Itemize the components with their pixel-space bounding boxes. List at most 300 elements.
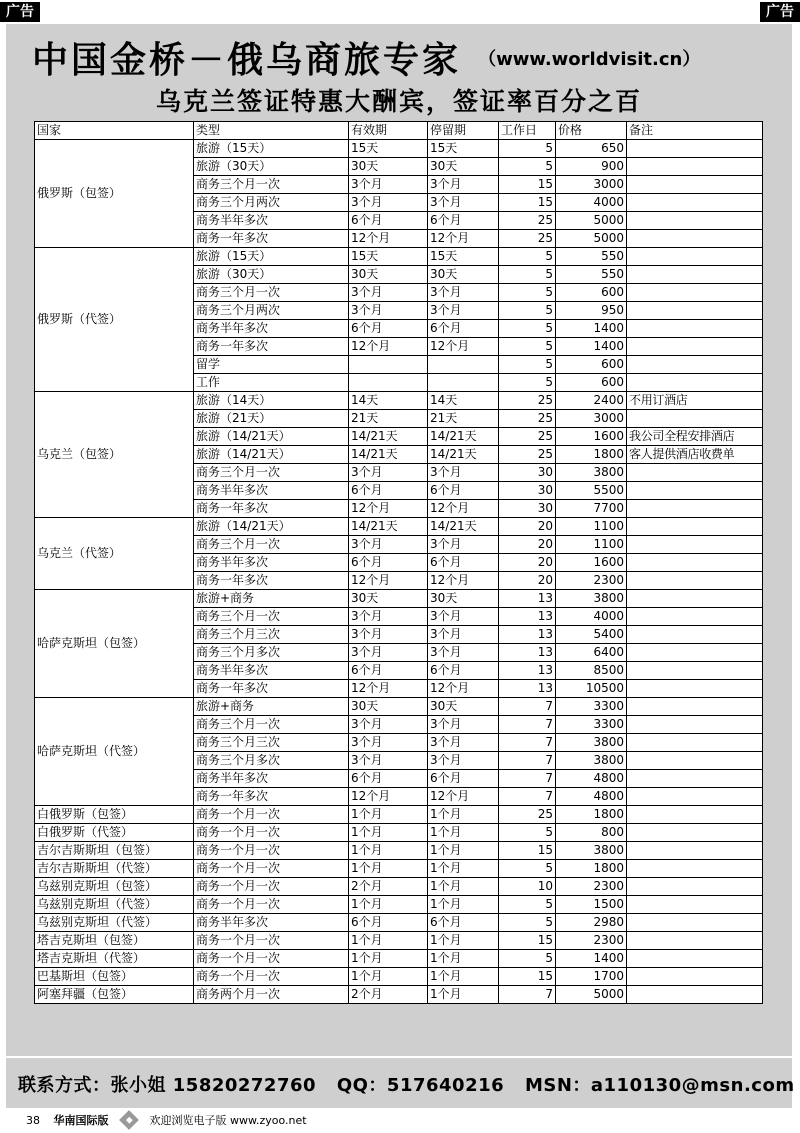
table-cell: 14/21天 [428, 518, 499, 536]
table-cell: 3300 [556, 698, 627, 716]
table-cell: 5 [499, 896, 556, 914]
table-cell: 1个月 [428, 806, 499, 824]
table-cell: 商务半年多次 [194, 770, 349, 788]
table-cell [627, 554, 763, 572]
country-cell: 乌兹别克斯坦（代签） [35, 896, 194, 914]
table-cell: 3个月 [349, 626, 428, 644]
table-cell: 3个月 [349, 464, 428, 482]
table-cell: 1个月 [428, 896, 499, 914]
country-cell: 俄罗斯（包签） [35, 140, 194, 248]
table-cell: 5400 [556, 626, 627, 644]
table-cell: 商务三个月三次 [194, 734, 349, 752]
table-cell: 7 [499, 986, 556, 1004]
table-cell: 1400 [556, 338, 627, 356]
table-cell: 3个月 [349, 716, 428, 734]
table-cell [627, 284, 763, 302]
table-cell: 1800 [556, 806, 627, 824]
table-cell [627, 248, 763, 266]
table-cell: 商务两个月一次 [194, 986, 349, 1004]
table-cell: 1个月 [349, 824, 428, 842]
table-cell [627, 212, 763, 230]
country-cell: 白俄罗斯（代签） [35, 824, 194, 842]
contact-bar [6, 1058, 795, 1108]
page-footer [26, 1112, 317, 1128]
table-row [35, 914, 763, 932]
table-cell: 30天 [349, 698, 428, 716]
table-cell [627, 680, 763, 698]
table-cell [627, 464, 763, 482]
table-cell: 550 [556, 266, 627, 284]
table-cell: 3个月 [428, 302, 499, 320]
table-cell: 12个月 [349, 788, 428, 806]
table-cell: 留学 [194, 356, 349, 374]
contact-info [18, 1071, 800, 1097]
table-cell: 旅游（21天） [194, 410, 349, 428]
table-cell: 3个月 [349, 644, 428, 662]
table-cell [627, 536, 763, 554]
table-cell [627, 770, 763, 788]
table-cell [627, 500, 763, 518]
table-cell: 3个月 [349, 284, 428, 302]
table-cell: 4000 [556, 608, 627, 626]
table-cell: 3800 [556, 752, 627, 770]
table-cell: 6个月 [349, 770, 428, 788]
table-cell: 15天 [428, 140, 499, 158]
table-cell: 1个月 [349, 950, 428, 968]
website-url[interactable]: （www.worldvisit.cn） [478, 48, 701, 70]
table-cell: 1个月 [428, 860, 499, 878]
table-cell: 1600 [556, 554, 627, 572]
table-cell [428, 374, 499, 392]
table-cell [627, 320, 763, 338]
table-cell: 1800 [556, 860, 627, 878]
table-cell: 旅游+商务 [194, 698, 349, 716]
table-cell: 12个月 [349, 680, 428, 698]
table-row [35, 896, 763, 914]
table-cell [627, 176, 763, 194]
table-cell: 3个月 [428, 608, 499, 626]
table-cell [627, 482, 763, 500]
table-cell: 1个月 [349, 932, 428, 950]
contact-person-phone: 联系方式：张小姐 15820272760 [18, 1075, 317, 1096]
table-cell: 1个月 [428, 824, 499, 842]
table-row [35, 878, 763, 896]
publication-name: 华南国际版 [53, 1114, 109, 1127]
table-cell: 旅游（14/21天） [194, 446, 349, 464]
table-cell [627, 374, 763, 392]
table-cell: 5 [499, 950, 556, 968]
table-cell: 3个月 [428, 464, 499, 482]
ad-tag-left: 广告 [0, 2, 40, 22]
ad-title: 中国金桥－俄乌商旅专家 [32, 40, 462, 81]
table-cell: 2个月 [349, 986, 428, 1004]
table-cell: 旅游（30天） [194, 158, 349, 176]
table-cell: 2400 [556, 392, 627, 410]
table-cell: 不用订酒店 [627, 392, 763, 410]
table-cell: 商务三个月一次 [194, 716, 349, 734]
table-cell: 商务一年多次 [194, 338, 349, 356]
table-cell: 3个月 [428, 644, 499, 662]
table-cell: 2300 [556, 572, 627, 590]
table-cell [627, 986, 763, 1004]
country-cell: 俄罗斯（代签） [35, 248, 194, 392]
country-cell: 塔吉克斯坦（包签） [35, 932, 194, 950]
table-cell: 30天 [428, 590, 499, 608]
table-cell: 旅游（14/21天） [194, 428, 349, 446]
table-cell: 21天 [349, 410, 428, 428]
table-cell: 3个月 [428, 734, 499, 752]
price-table-panel [6, 116, 792, 1056]
table-cell: 3800 [556, 464, 627, 482]
country-cell: 哈萨克斯坦（包签） [35, 590, 194, 698]
table-cell: 7 [499, 698, 556, 716]
table-cell: 商务一年多次 [194, 788, 349, 806]
table-cell: 20 [499, 536, 556, 554]
table-cell: 旅游（30天） [194, 266, 349, 284]
table-cell: 商务一年多次 [194, 230, 349, 248]
table-cell: 商务三个月一次 [194, 608, 349, 626]
table-cell [627, 860, 763, 878]
table-cell: 商务一个月一次 [194, 932, 349, 950]
table-cell: 25 [499, 410, 556, 428]
table-cell: 5 [499, 860, 556, 878]
table-cell: 13 [499, 608, 556, 626]
table-cell: 3个月 [349, 608, 428, 626]
table-cell: 3个月 [428, 752, 499, 770]
table-cell [627, 572, 763, 590]
table-cell: 商务一年多次 [194, 572, 349, 590]
table-cell: 2300 [556, 932, 627, 950]
title-row [32, 32, 700, 83]
table-cell [627, 914, 763, 932]
column-header: 备注 [627, 122, 763, 140]
table-cell: 1个月 [428, 968, 499, 986]
table-cell: 600 [556, 356, 627, 374]
table-cell: 商务半年多次 [194, 212, 349, 230]
table-cell: 6400 [556, 644, 627, 662]
table-cell: 1500 [556, 896, 627, 914]
table-cell: 13 [499, 590, 556, 608]
table-cell: 3个月 [428, 536, 499, 554]
table-cell: 3个月 [428, 194, 499, 212]
table-cell: 30 [499, 482, 556, 500]
welcome-text: 欢迎浏览电子版 www.zyoo.net [149, 1114, 307, 1127]
table-cell: 6个月 [349, 320, 428, 338]
table-cell: 600 [556, 284, 627, 302]
ad-header [6, 24, 792, 116]
table-cell: 25 [499, 212, 556, 230]
table-cell: 3800 [556, 842, 627, 860]
table-cell: 14天 [349, 392, 428, 410]
table-cell: 15 [499, 194, 556, 212]
table-cell: 30天 [349, 266, 428, 284]
table-row [35, 860, 763, 878]
table-row [35, 590, 763, 608]
table-cell: 商务三个月三次 [194, 626, 349, 644]
table-cell: 1700 [556, 968, 627, 986]
table-cell: 15天 [428, 248, 499, 266]
table-cell: 6个月 [349, 212, 428, 230]
table-cell: 12个月 [428, 572, 499, 590]
country-cell: 吉尔吉斯斯坦（包签） [35, 842, 194, 860]
table-cell: 商务一个月一次 [194, 950, 349, 968]
table-cell: 4800 [556, 788, 627, 806]
table-cell: 30 [499, 464, 556, 482]
table-cell: 30天 [428, 698, 499, 716]
table-cell: 13 [499, 680, 556, 698]
table-cell: 20 [499, 518, 556, 536]
table-cell: 商务一个月一次 [194, 968, 349, 986]
country-cell: 巴基斯坦（包签） [35, 968, 194, 986]
table-cell: 商务三个月多次 [194, 644, 349, 662]
table-cell: 30天 [428, 158, 499, 176]
table-cell: 12个月 [428, 788, 499, 806]
table-cell [627, 590, 763, 608]
table-cell [627, 140, 763, 158]
table-cell: 5 [499, 914, 556, 932]
table-cell: 5500 [556, 482, 627, 500]
table-cell: 商务三个月多次 [194, 752, 349, 770]
table-cell: 商务半年多次 [194, 662, 349, 680]
country-cell: 乌兹别克斯坦（代签） [35, 914, 194, 932]
table-cell [627, 716, 763, 734]
table-cell: 商务一个月一次 [194, 842, 349, 860]
table-cell [627, 608, 763, 626]
table-cell: 2300 [556, 878, 627, 896]
table-cell: 1400 [556, 950, 627, 968]
table-cell: 工作 [194, 374, 349, 392]
table-cell: 1个月 [349, 860, 428, 878]
visa-price-table [34, 121, 763, 1004]
column-header: 类型 [194, 122, 349, 140]
country-cell: 吉尔吉斯斯坦（代签） [35, 860, 194, 878]
table-cell: 1个月 [428, 932, 499, 950]
table-cell: 3个月 [349, 536, 428, 554]
table-cell: 3000 [556, 410, 627, 428]
table-cell: 25 [499, 428, 556, 446]
table-cell: 7 [499, 788, 556, 806]
table-cell: 12个月 [349, 230, 428, 248]
table-cell: 6个月 [428, 914, 499, 932]
table-cell: 商务半年多次 [194, 914, 349, 932]
table-cell: 商务三个月一次 [194, 284, 349, 302]
table-cell: 1个月 [428, 842, 499, 860]
table-cell: 14天 [428, 392, 499, 410]
table-cell: 3个月 [428, 626, 499, 644]
diamond-logo-icon: ◆ [119, 1110, 139, 1130]
table-cell [627, 842, 763, 860]
table-cell: 2980 [556, 914, 627, 932]
table-cell [627, 518, 763, 536]
table-cell: 5 [499, 158, 556, 176]
table-cell: 3个月 [349, 302, 428, 320]
table-cell [349, 374, 428, 392]
table-cell: 5000 [556, 212, 627, 230]
table-row [35, 140, 763, 158]
table-cell: 20 [499, 572, 556, 590]
table-cell [627, 662, 763, 680]
table-cell: 商务一年多次 [194, 500, 349, 518]
table-cell: 商务一个月一次 [194, 806, 349, 824]
table-cell: 12个月 [428, 680, 499, 698]
table-cell [428, 356, 499, 374]
contact-qq: QQ：517640216 [336, 1075, 505, 1096]
table-cell: 1800 [556, 446, 627, 464]
table-row [35, 986, 763, 1004]
table-cell: 商务一个月一次 [194, 896, 349, 914]
table-cell: 5 [499, 302, 556, 320]
page-number: 38 [26, 1113, 40, 1127]
table-cell: 25 [499, 230, 556, 248]
country-cell: 阿塞拜疆（包签） [35, 986, 194, 1004]
table-cell [627, 410, 763, 428]
table-cell: 10500 [556, 680, 627, 698]
table-row [35, 950, 763, 968]
table-cell: 13 [499, 662, 556, 680]
table-cell: 旅游（14天） [194, 392, 349, 410]
table-cell [627, 194, 763, 212]
table-cell: 7 [499, 752, 556, 770]
table-cell: 1600 [556, 428, 627, 446]
table-cell: 30天 [349, 590, 428, 608]
table-cell [627, 644, 763, 662]
table-cell: 15 [499, 968, 556, 986]
table-cell: 950 [556, 302, 627, 320]
table-row [35, 392, 763, 410]
table-cell: 15 [499, 932, 556, 950]
table-cell: 1400 [556, 320, 627, 338]
table-cell: 14/21天 [349, 446, 428, 464]
table-cell: 3800 [556, 734, 627, 752]
country-cell: 白俄罗斯（包签） [35, 806, 194, 824]
table-cell [627, 968, 763, 986]
table-cell [627, 626, 763, 644]
table-header-row [35, 122, 763, 140]
country-cell: 塔吉克斯坦（代签） [35, 950, 194, 968]
table-cell: 6个月 [349, 914, 428, 932]
column-header: 停留期 [428, 122, 499, 140]
table-cell: 我公司全程安排酒店 [627, 428, 763, 446]
table-cell: 900 [556, 158, 627, 176]
table-cell: 30天 [349, 158, 428, 176]
table-cell [627, 698, 763, 716]
table-cell: 15天 [349, 248, 428, 266]
table-cell: 5 [499, 320, 556, 338]
table-cell: 12个月 [428, 230, 499, 248]
table-cell: 4800 [556, 770, 627, 788]
table-body [35, 140, 763, 1004]
table-cell: 旅游+商务 [194, 590, 349, 608]
table-row [35, 968, 763, 986]
table-cell: 商务一个月一次 [194, 860, 349, 878]
table-cell: 7700 [556, 500, 627, 518]
table-row [35, 806, 763, 824]
table-cell: 商务一个月一次 [194, 878, 349, 896]
table-cell [627, 788, 763, 806]
table-cell: 旅游（15天） [194, 248, 349, 266]
table-cell: 2个月 [349, 878, 428, 896]
table-cell: 15 [499, 842, 556, 860]
table-cell: 10 [499, 878, 556, 896]
table-cell: 1个月 [349, 842, 428, 860]
table-cell: 1个月 [349, 896, 428, 914]
table-cell: 5 [499, 140, 556, 158]
table-cell: 1个月 [349, 968, 428, 986]
contact-msn: MSN：a110130@msn.com [524, 1075, 795, 1096]
country-cell: 乌克兰（包签） [35, 392, 194, 518]
table-row [35, 518, 763, 536]
table-cell [627, 878, 763, 896]
table-cell: 商务半年多次 [194, 554, 349, 572]
table-cell: 4000 [556, 194, 627, 212]
table-cell: 25 [499, 806, 556, 824]
table-cell [627, 752, 763, 770]
table-cell: 商务三个月一次 [194, 536, 349, 554]
table-cell: 旅游（14/21天） [194, 518, 349, 536]
table-cell: 6个月 [428, 662, 499, 680]
table-cell [627, 338, 763, 356]
table-cell [627, 302, 763, 320]
table-cell: 6个月 [349, 554, 428, 572]
table-cell: 14/21天 [349, 428, 428, 446]
table-cell: 25 [499, 446, 556, 464]
table-cell: 6个月 [349, 482, 428, 500]
table-cell: 5 [499, 356, 556, 374]
table-cell: 7 [499, 734, 556, 752]
table-cell: 3个月 [428, 284, 499, 302]
column-header: 有效期 [349, 122, 428, 140]
table-cell: 12个月 [349, 500, 428, 518]
country-cell: 乌兹别克斯坦（包签） [35, 878, 194, 896]
table-cell: 13 [499, 644, 556, 662]
table-cell: 7 [499, 770, 556, 788]
table-cell: 6个月 [428, 320, 499, 338]
table-cell: 14/21天 [349, 518, 428, 536]
table-cell: 5 [499, 248, 556, 266]
table-cell: 12个月 [349, 572, 428, 590]
table-cell: 商务三个月两次 [194, 194, 349, 212]
table-cell: 5 [499, 284, 556, 302]
column-header: 价格 [556, 122, 627, 140]
table-cell: 商务半年多次 [194, 482, 349, 500]
table-cell: 8500 [556, 662, 627, 680]
table-cell: 14/21天 [428, 446, 499, 464]
table-cell: 3个月 [349, 734, 428, 752]
table-cell: 商务三个月两次 [194, 302, 349, 320]
table-cell: 6个月 [349, 662, 428, 680]
table-cell: 3个月 [428, 176, 499, 194]
table-cell: 12个月 [349, 338, 428, 356]
table-cell: 15 [499, 176, 556, 194]
table-cell: 商务三个月一次 [194, 176, 349, 194]
country-cell: 哈萨克斯坦（代签） [35, 698, 194, 806]
table-cell: 1100 [556, 536, 627, 554]
table-cell: 14/21天 [428, 428, 499, 446]
table-cell: 13 [499, 626, 556, 644]
table-cell: 3个月 [349, 752, 428, 770]
ad-tag-right: 广告 [760, 2, 800, 22]
column-header: 国家 [35, 122, 194, 140]
table-cell: 12个月 [428, 338, 499, 356]
table-cell [627, 806, 763, 824]
table-cell: 商务半年多次 [194, 320, 349, 338]
ad-subtitle: 乌克兰签证特惠大酬宾，签证率百分之百 [155, 87, 642, 116]
table-cell: 5 [499, 266, 556, 284]
table-cell: 3800 [556, 590, 627, 608]
table-cell: 3300 [556, 716, 627, 734]
table-cell: 5000 [556, 986, 627, 1004]
table-cell: 20 [499, 554, 556, 572]
